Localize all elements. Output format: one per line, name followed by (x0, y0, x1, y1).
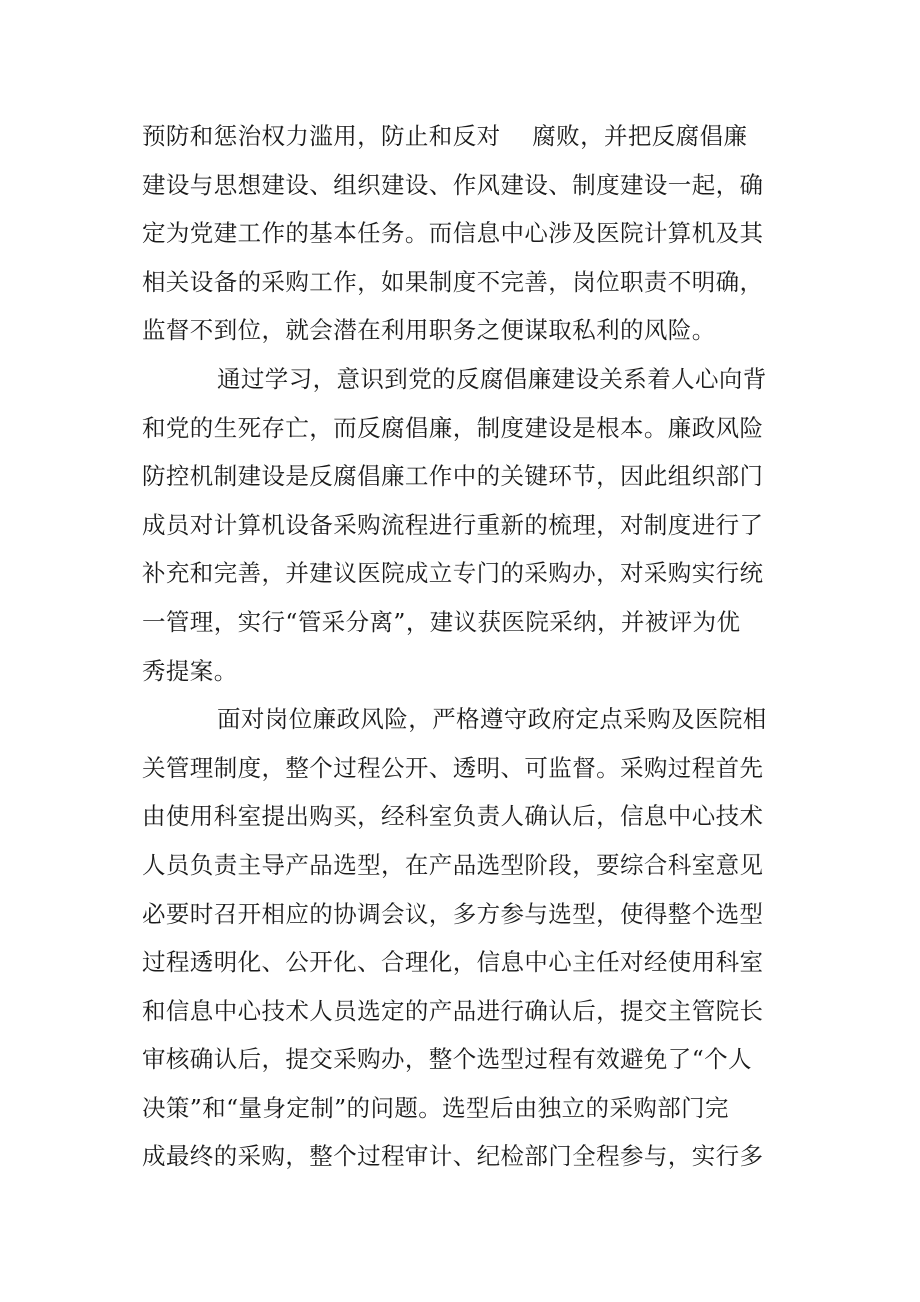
text-line: 关管理制度，整个过程公开、透明、可监督。采购过程首先 (142, 753, 764, 782)
document-body (142, 112, 792, 1181)
text-line: 由使用科室提出购买，经科室负责人确认后，信息中心技术 (142, 802, 764, 831)
text-line: 成最终的采购，整个过程审计、纪检部门全程参与，实行多 (142, 1142, 764, 1171)
paragraph-first-line: 面对岗位廉政风险，严格遵守政府定点采购及医院相 (217, 705, 767, 734)
text-line: 秀提案。 (142, 656, 238, 685)
text-line: 监督不到位，就会潜在利用职务之便谋取私利的风险。 (142, 316, 716, 345)
text-line: 和信息中心技术人员选定的产品进行确认后，提交主管院长 (142, 996, 764, 1025)
text-line: 成员对计算机设备采购流程进行重新的梳理，对制度进行了 (142, 510, 764, 539)
text-line: 决策”和“量身定制”的问题。选型后由独立的采购部门完 (142, 1093, 729, 1122)
text-line: 相关设备的采购工作，如果制度不完善，岗位职责不明确， (142, 267, 764, 296)
text-line: 防控机制建设是反腐倡廉工作中的关键环节，因此组织部门 (142, 462, 764, 491)
text-line: 定为党建工作的基本任务。而信息中心涉及医院计算机及其 (142, 219, 764, 248)
text-line: 和党的生死存亡，而反腐倡廉，制度建设是根本。廉政风险 (142, 413, 764, 442)
paragraph-first-line: 通过学习，意识到党的反腐倡廉建设关系着人心向背 (217, 364, 767, 393)
text-line: 建设与思想建设、组织建设、作风建设、制度建设一起，确 (142, 170, 764, 199)
text-line: 预防和惩治权力滥用，防止和反对 腐败，并把反腐倡廉 (142, 122, 748, 150)
text-line: 人员负责主导产品选型，在产品选型阶段，要综合科室意见 (142, 850, 764, 879)
text-line: 补充和完善，并建议医院成立专门的采购办，对采购实行统 (142, 559, 764, 588)
text-line: 一管理，实行“管采分离”，建议获医院采纳，并被评为优 (142, 607, 741, 636)
text-line: 过程透明化、公开化、合理化，信息中心主任对经使用科室 (142, 948, 764, 977)
text-line: 必要时召开相应的协调会议，多方参与选型，使得整个选型 (142, 899, 764, 928)
text-line: 审核确认后，提交采购办，整个选型过程有效避免了“个人 (142, 1045, 752, 1074)
